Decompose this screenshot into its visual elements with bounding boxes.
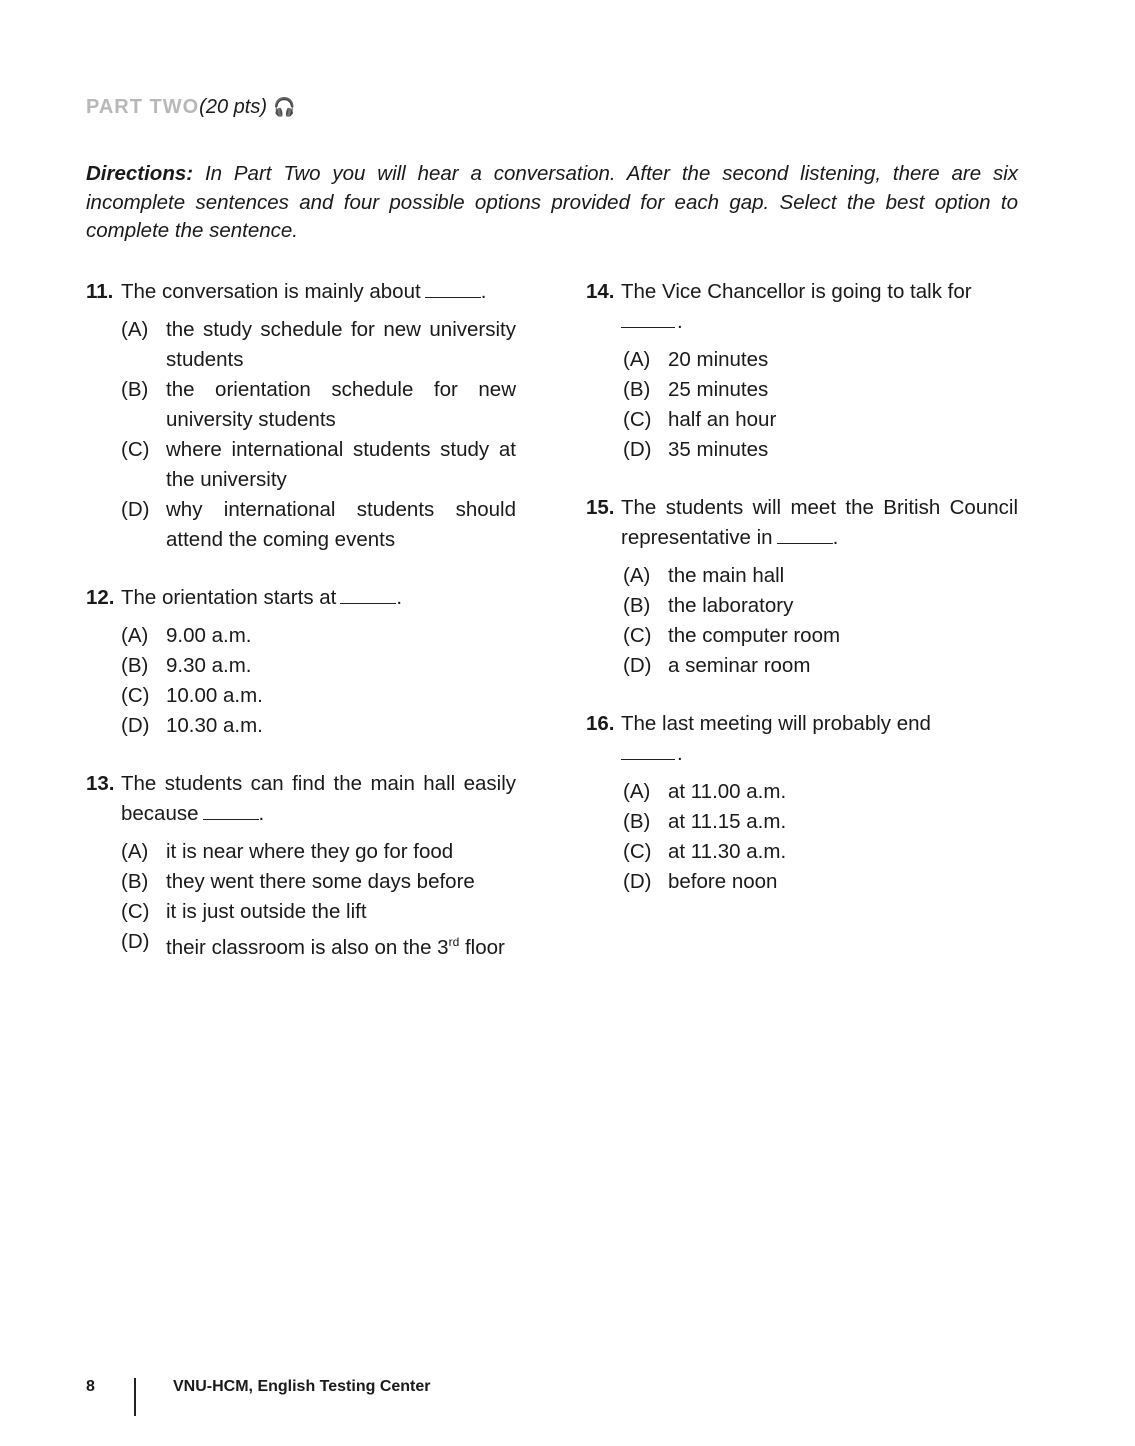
question-number: 12. (86, 586, 115, 609)
question-13 (86, 769, 516, 963)
option-b[interactable] (623, 591, 1018, 621)
option-label: (C) (623, 840, 652, 863)
option-text: a seminar room (668, 654, 811, 677)
option-d[interactable] (121, 927, 516, 963)
question-text: The students will meet the British Council representative in (621, 496, 1018, 549)
option-text: 35 minutes (668, 438, 769, 461)
option-text: it is just outside the lift (166, 900, 367, 923)
answer-blank (203, 819, 259, 820)
question-text: The last meeting will probably end (621, 712, 931, 735)
option-label: (A) (121, 624, 149, 647)
question-11 (86, 277, 516, 555)
option-label: (A) (623, 564, 651, 587)
option-text (166, 927, 516, 963)
question-text: The Vice Chancellor is going to talk for (621, 280, 972, 303)
option-d[interactable] (623, 867, 1018, 897)
right-column (586, 277, 1018, 925)
option-c[interactable] (121, 681, 516, 711)
directions-text: In Part Two you will hear a conversation. After the second listening, there are six incomplete sentences and four possible options provided for each gap. Select the best option to complete the sentence. (86, 162, 1018, 242)
footer-divider (134, 1378, 136, 1416)
option-a[interactable] (121, 315, 516, 375)
option-label: (A) (623, 780, 651, 803)
question-stem (86, 769, 516, 829)
option-text: the main hall (668, 564, 785, 587)
option-text: 10.30 a.m. (166, 714, 263, 737)
part-heading (86, 96, 295, 119)
question-16 (586, 709, 1018, 897)
stem-end: . (396, 586, 403, 609)
option-label: (B) (121, 378, 149, 401)
question-number: 15. (586, 496, 615, 519)
option-list (623, 561, 1018, 681)
option-label: (C) (623, 408, 652, 431)
option-label: (D) (121, 930, 150, 953)
option-d[interactable] (121, 495, 516, 555)
answer-blank (340, 603, 396, 604)
option-b[interactable] (121, 651, 516, 681)
option-text: 10.00 a.m. (166, 684, 263, 707)
option-list (121, 837, 516, 963)
question-stem (586, 493, 1018, 553)
option-label: (D) (623, 870, 652, 893)
option-a[interactable] (623, 777, 1018, 807)
question-stem (86, 277, 516, 307)
answer-blank (777, 543, 833, 544)
option-text: it is near where they go for food (166, 840, 454, 863)
option-text: the laboratory (668, 594, 794, 617)
option-label: (D) (121, 498, 150, 521)
option-text: 9.00 a.m. (166, 624, 252, 647)
option-label: (D) (623, 438, 652, 461)
option-a[interactable] (623, 561, 1018, 591)
option-text: 9.30 a.m. (166, 654, 252, 677)
option-text: half an hour (668, 408, 777, 431)
option-c[interactable] (623, 621, 1018, 651)
stem-end: . (480, 280, 487, 303)
option-b[interactable] (121, 867, 516, 897)
answer-blank (425, 297, 481, 298)
option-label: (B) (623, 810, 651, 833)
question-number: 13. (86, 772, 115, 795)
answer-blank (621, 759, 675, 760)
option-d[interactable] (623, 651, 1018, 681)
question-stem (586, 277, 1018, 337)
option-label: (C) (121, 438, 150, 461)
option-label: (B) (623, 378, 651, 401)
option-text: 25 minutes (668, 378, 769, 401)
option-list (121, 315, 516, 555)
option-label: (A) (121, 840, 149, 863)
question-text: The orientation starts at (121, 586, 337, 609)
option-label: (B) (623, 594, 651, 617)
question-number: 16. (586, 712, 615, 735)
option-text: why international students should attend the coming events (166, 498, 516, 551)
option-c[interactable] (121, 897, 516, 927)
option-label: (B) (121, 870, 149, 893)
part-points: (20 pts) (199, 96, 267, 118)
option-b[interactable] (623, 807, 1018, 837)
option-text: where international students study at the university (166, 438, 516, 491)
option-label: (A) (623, 348, 651, 371)
option-c[interactable] (623, 837, 1018, 867)
left-column (86, 277, 516, 991)
question-number: 11. (86, 280, 114, 303)
option-text: at 11.15 a.m. (668, 810, 787, 833)
option-c[interactable] (623, 405, 1018, 435)
option-label: (C) (121, 684, 150, 707)
directions-label: Directions: (86, 162, 194, 185)
option-label: (D) (121, 714, 150, 737)
option-text: at 11.30 a.m. (668, 840, 787, 863)
stem-end: . (832, 526, 839, 549)
page-footer (86, 1378, 431, 1416)
question-stem (86, 583, 516, 613)
option-text: they went there some days before (166, 870, 475, 893)
option-text: before noon (668, 870, 778, 893)
stem-end: . (677, 742, 683, 765)
question-text: The conversation is mainly about (121, 280, 421, 303)
option-d[interactable] (121, 711, 516, 741)
option-c[interactable] (121, 435, 516, 495)
option-label: (B) (121, 654, 149, 677)
question-15 (586, 493, 1018, 681)
option-text: 20 minutes (668, 348, 769, 371)
option-text: the orientation schedule for new university students (166, 378, 516, 431)
question-12 (86, 583, 516, 741)
stem-end: . (258, 802, 265, 825)
option-list (121, 621, 516, 741)
page-number: 8 (86, 1378, 95, 1395)
option-text: the computer room (668, 624, 841, 647)
directions (86, 160, 1018, 246)
option-b[interactable] (121, 375, 516, 435)
option-a[interactable] (623, 345, 1018, 375)
option-label: (D) (623, 654, 652, 677)
answer-blank (621, 327, 675, 328)
option-label: (C) (121, 900, 150, 923)
option-label: (A) (121, 318, 149, 341)
option-text-part: their classroom is also on the 3 (166, 935, 449, 959)
headphones-icon: 🎧 (272, 97, 296, 117)
option-text: the study schedule for new university students (166, 318, 516, 371)
ordinal-suffix: rd (448, 935, 460, 949)
question-number: 14. (586, 280, 615, 303)
stem-end: . (677, 310, 683, 333)
option-list (623, 345, 1018, 465)
option-d[interactable] (623, 435, 1018, 465)
option-list (623, 777, 1018, 897)
part-title: PART TWO (86, 96, 200, 118)
option-a[interactable] (121, 621, 516, 651)
option-text-part: floor (459, 935, 505, 959)
question-14 (586, 277, 1018, 465)
option-b[interactable] (623, 375, 1018, 405)
option-label: (C) (623, 624, 652, 647)
option-text: at 11.00 a.m. (668, 780, 787, 803)
footer-center-name: VNU-HCM, English Testing Center (173, 1378, 431, 1395)
question-text: The students can find the main hall easily because (121, 772, 516, 825)
option-a[interactable] (121, 837, 516, 867)
question-stem (586, 709, 1018, 769)
